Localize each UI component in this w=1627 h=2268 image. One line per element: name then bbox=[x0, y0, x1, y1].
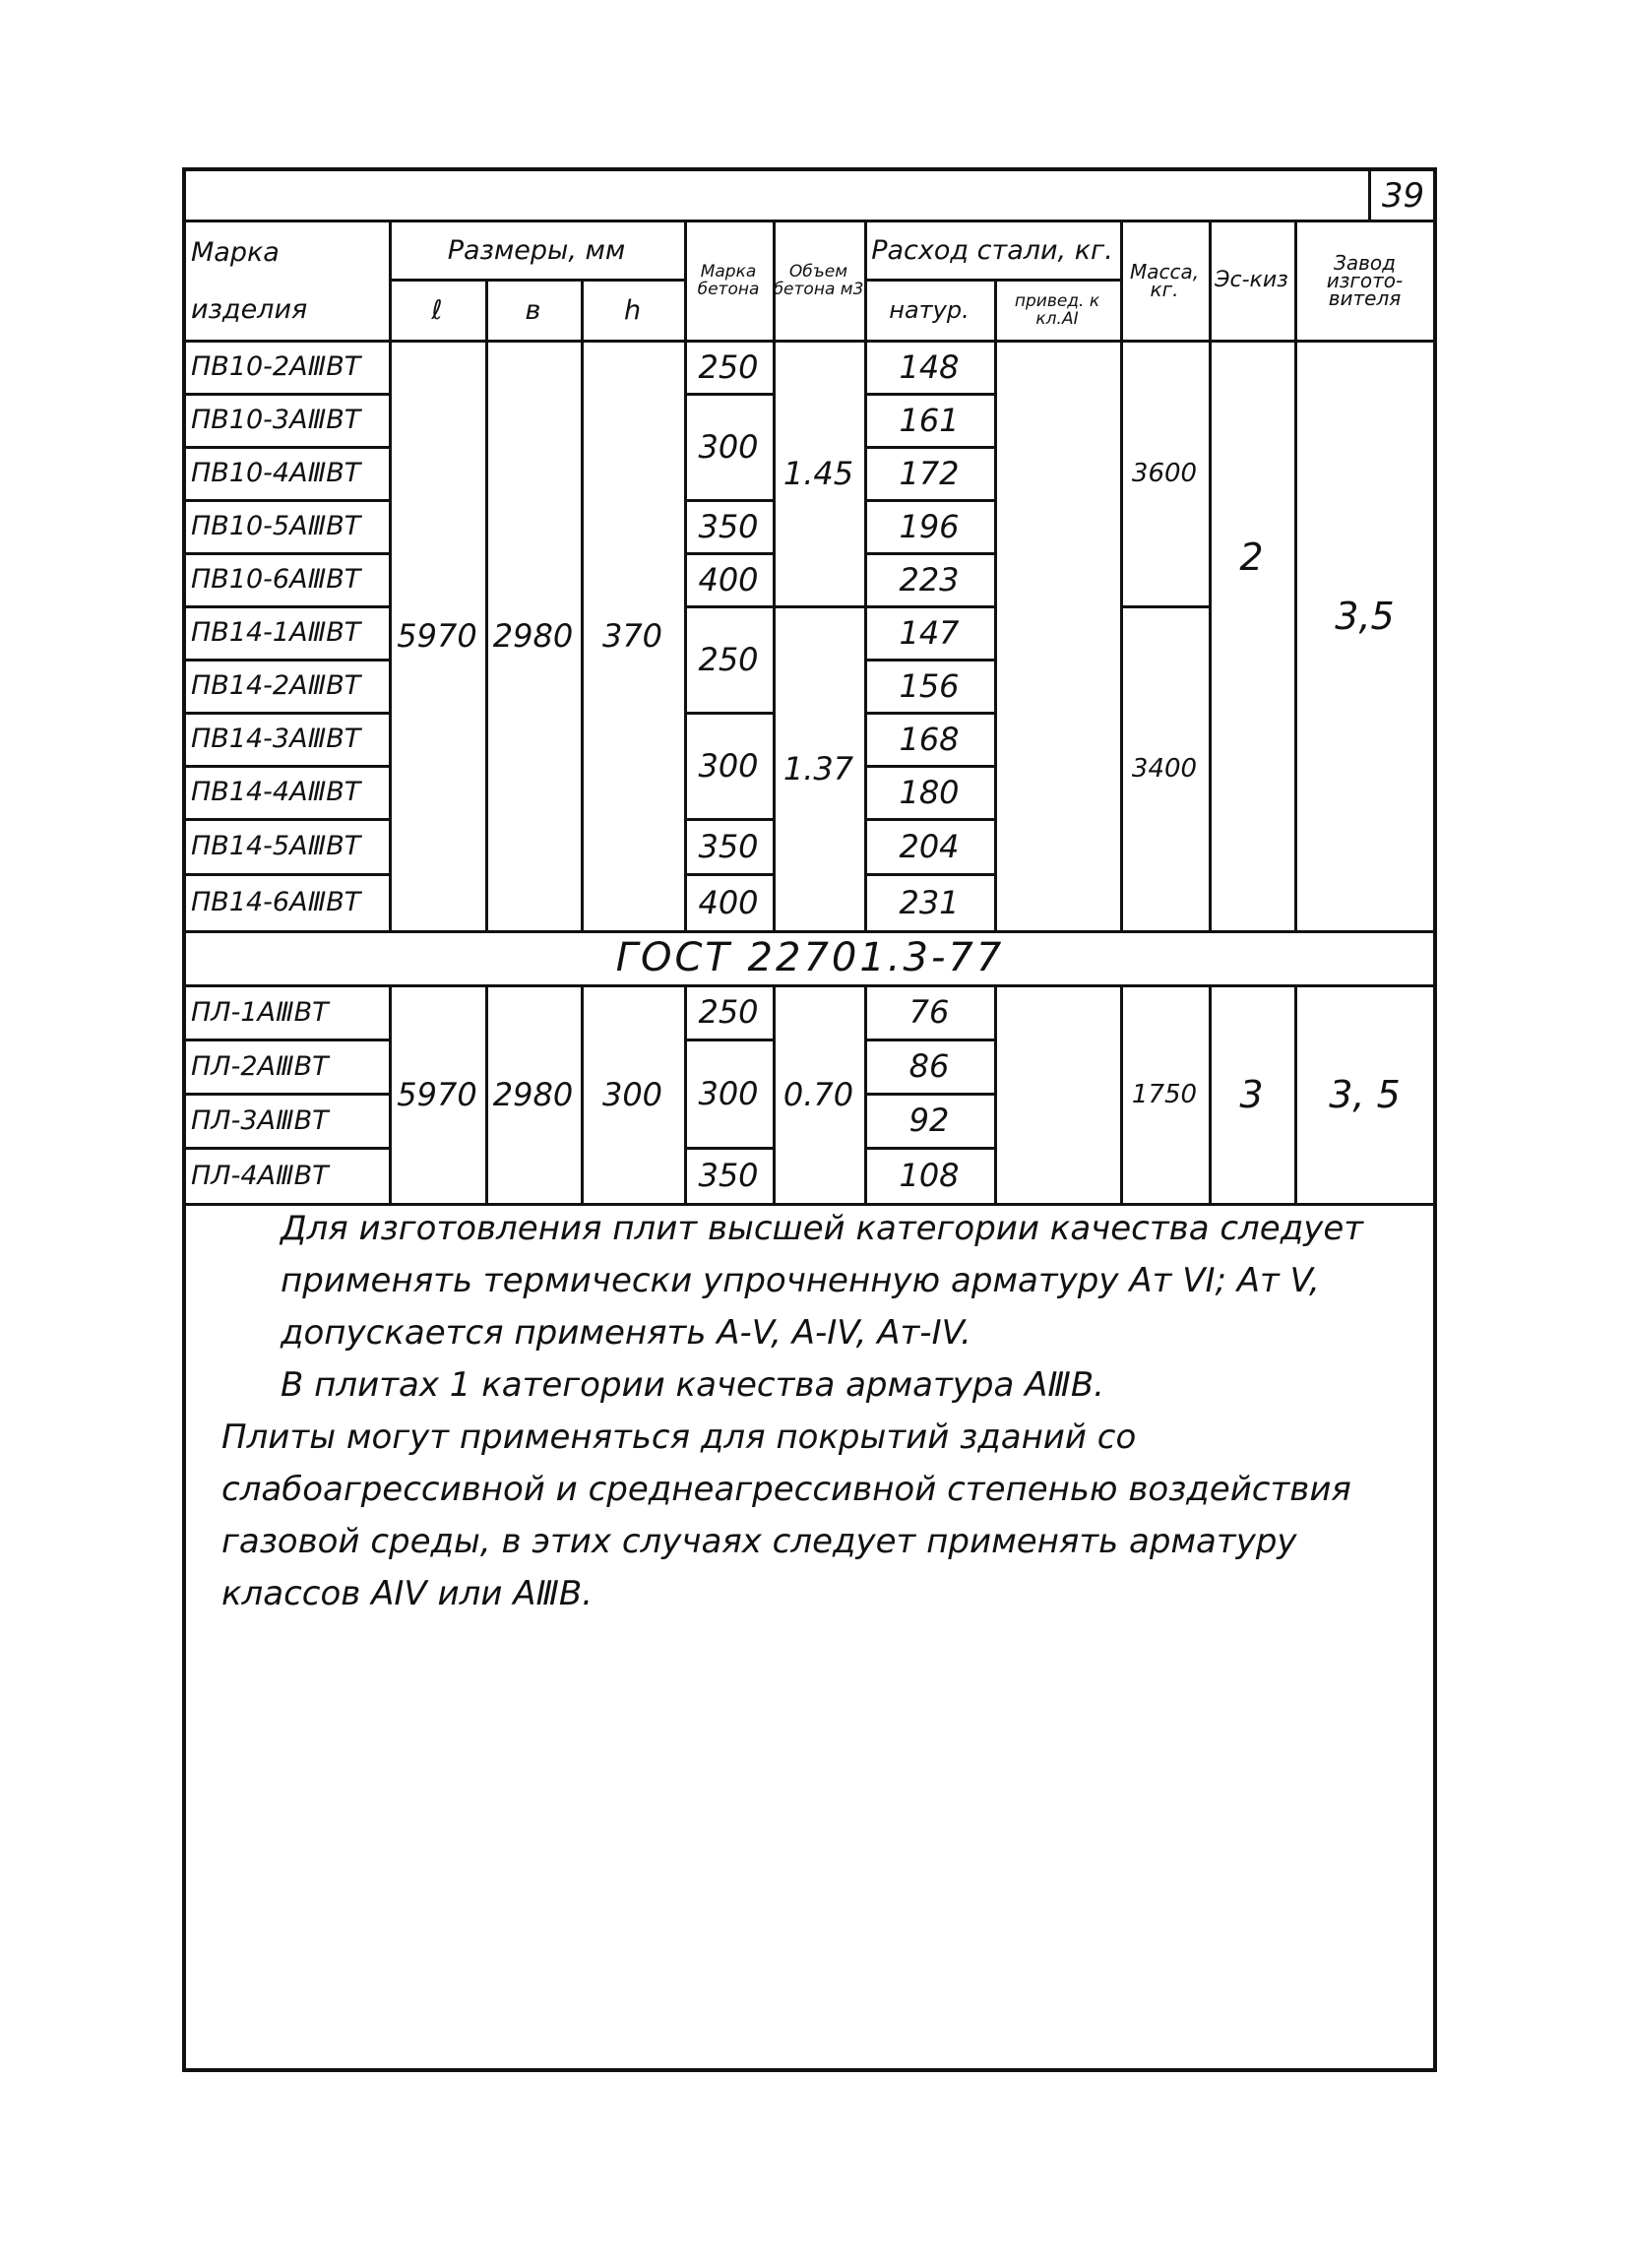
group2-dim-l: 5970 bbox=[397, 1075, 477, 1113]
header-sketch: Эс-киз bbox=[1215, 268, 1288, 292]
header-dim-h: h bbox=[623, 294, 642, 326]
group2-steel: 76 bbox=[908, 993, 950, 1031]
group1-steel: 168 bbox=[899, 720, 960, 758]
header-dimensions: Размеры, мм bbox=[447, 235, 626, 266]
group1-steel: 231 bbox=[899, 883, 960, 921]
group2-mark: ПЛ-2АⅢВТ bbox=[191, 1050, 329, 1082]
group1-grade: 300 bbox=[698, 427, 759, 466]
group1-dim-l: 5970 bbox=[397, 616, 477, 655]
group1-mark: ПВ14-5АⅢВТ bbox=[191, 831, 361, 861]
group2-grade: 300 bbox=[698, 1074, 759, 1112]
group1-dim-h: 370 bbox=[601, 616, 663, 655]
group2-plant: 3, 5 bbox=[1329, 1072, 1401, 1116]
header-dim-l: ℓ bbox=[431, 294, 443, 326]
group1-mark: ПВ14-4АⅢВТ bbox=[191, 777, 361, 807]
group2-mark: ПЛ-1АⅢВТ bbox=[191, 996, 329, 1028]
group1-steel: 156 bbox=[899, 666, 960, 705]
group1-grade: 350 bbox=[698, 507, 759, 545]
group1-grade: 250 bbox=[698, 347, 759, 386]
group1-grade: 250 bbox=[698, 640, 759, 678]
note-paragraph: В плитах 1 категории качества арматура АⅢВ. bbox=[281, 1365, 1104, 1405]
group2-dim-b: 2980 bbox=[492, 1075, 574, 1113]
group1-mark: ПВ14-3АⅢВТ bbox=[191, 724, 361, 754]
gost-standard: ГОСТ 22701.3-77 bbox=[615, 934, 1005, 980]
group1-mark: ПВ10-3АⅢВТ bbox=[191, 405, 361, 435]
group1-mark: ПВ14-2АⅢВТ bbox=[191, 670, 361, 701]
group2-steel: 92 bbox=[908, 1102, 950, 1139]
group1-volume: 1.37 bbox=[782, 749, 854, 788]
group1-mass: 3600 bbox=[1131, 458, 1198, 488]
group2-volume: 0.70 bbox=[782, 1075, 854, 1113]
group1-mark: ПВ10-2АⅢВТ bbox=[191, 351, 361, 382]
group1-mark: ПВ10-4АⅢВТ bbox=[191, 458, 361, 488]
group1-steel: 147 bbox=[899, 613, 960, 652]
group2-steel: 86 bbox=[908, 1047, 950, 1085]
note-paragraph: Для изготовления плит высшей категории качества следует применять термически упрочненную арматуру Ат VI; Ат V, допускается применять А-V, А-IV, Ат-IV. bbox=[281, 1209, 1364, 1353]
grid-line bbox=[994, 279, 997, 930]
group2-dim-h: 300 bbox=[601, 1075, 663, 1113]
group1-steel: 161 bbox=[899, 401, 960, 439]
grid-line bbox=[994, 984, 997, 1203]
header-steel-reduced: привед. к кл.АI bbox=[1014, 291, 1100, 329]
header-steel-natural: натур. bbox=[889, 296, 970, 324]
group1-steel: 180 bbox=[899, 773, 960, 811]
group1-mass: 3400 bbox=[1131, 753, 1198, 784]
group2-sketch: 3 bbox=[1239, 1072, 1264, 1116]
group2-grade: 250 bbox=[698, 993, 759, 1031]
group2-steel: 108 bbox=[899, 1157, 960, 1194]
notes-section bbox=[221, 1203, 1422, 1620]
group1-steel: 148 bbox=[899, 347, 960, 386]
group1-mark: ПВ14-6АⅢВТ bbox=[191, 887, 361, 917]
group2-mark: ПЛ-4АⅢВТ bbox=[191, 1160, 329, 1191]
group2-mass: 1750 bbox=[1131, 1079, 1198, 1109]
header-mass: Масса, кг. bbox=[1129, 260, 1200, 301]
group1-plant: 3,5 bbox=[1335, 595, 1395, 638]
group1-steel: 204 bbox=[899, 827, 960, 865]
group1-grade: 400 bbox=[698, 883, 759, 921]
group1-mark: ПВ10-5АⅢВТ bbox=[191, 511, 361, 541]
group1-steel: 223 bbox=[899, 560, 960, 598]
group2-mark: ПЛ-3АⅢВТ bbox=[191, 1104, 329, 1136]
group1-volume: 1.45 bbox=[782, 454, 854, 492]
group1-grade: 300 bbox=[698, 746, 759, 785]
sheet-number: 39 bbox=[1368, 170, 1435, 220]
group1-sketch: 2 bbox=[1239, 536, 1264, 579]
note-paragraph: Плиты могут применяться для покрытий зданий со слабоагрессивной и среднеагрессивной степенью воздействия газовой среды, в этих случаях следует применять арматуру классов АIV или АⅢВ. bbox=[221, 1418, 1351, 1613]
header-mark: Марка изделия bbox=[191, 236, 308, 325]
group1-grade: 400 bbox=[698, 560, 759, 598]
header-concrete-volume: Объем бетона м3 bbox=[773, 262, 864, 299]
group1-mark: ПВ10-6АⅢВТ bbox=[191, 564, 361, 595]
header-steel-consumption: Расход стали, кг. bbox=[871, 235, 1113, 266]
group1-mark: ПВ14-1АⅢВТ bbox=[191, 617, 361, 648]
header-dim-b: в bbox=[525, 294, 541, 326]
group1-grade: 350 bbox=[698, 827, 759, 865]
group1-steel: 196 bbox=[899, 507, 960, 545]
header-concrete-grade: Марка бетона bbox=[697, 262, 760, 299]
group2-grade: 350 bbox=[698, 1157, 759, 1194]
group1-steel: 172 bbox=[899, 454, 960, 492]
header-plant: Завод изгото-вителя bbox=[1326, 251, 1404, 310]
group1-dim-b: 2980 bbox=[492, 616, 574, 655]
